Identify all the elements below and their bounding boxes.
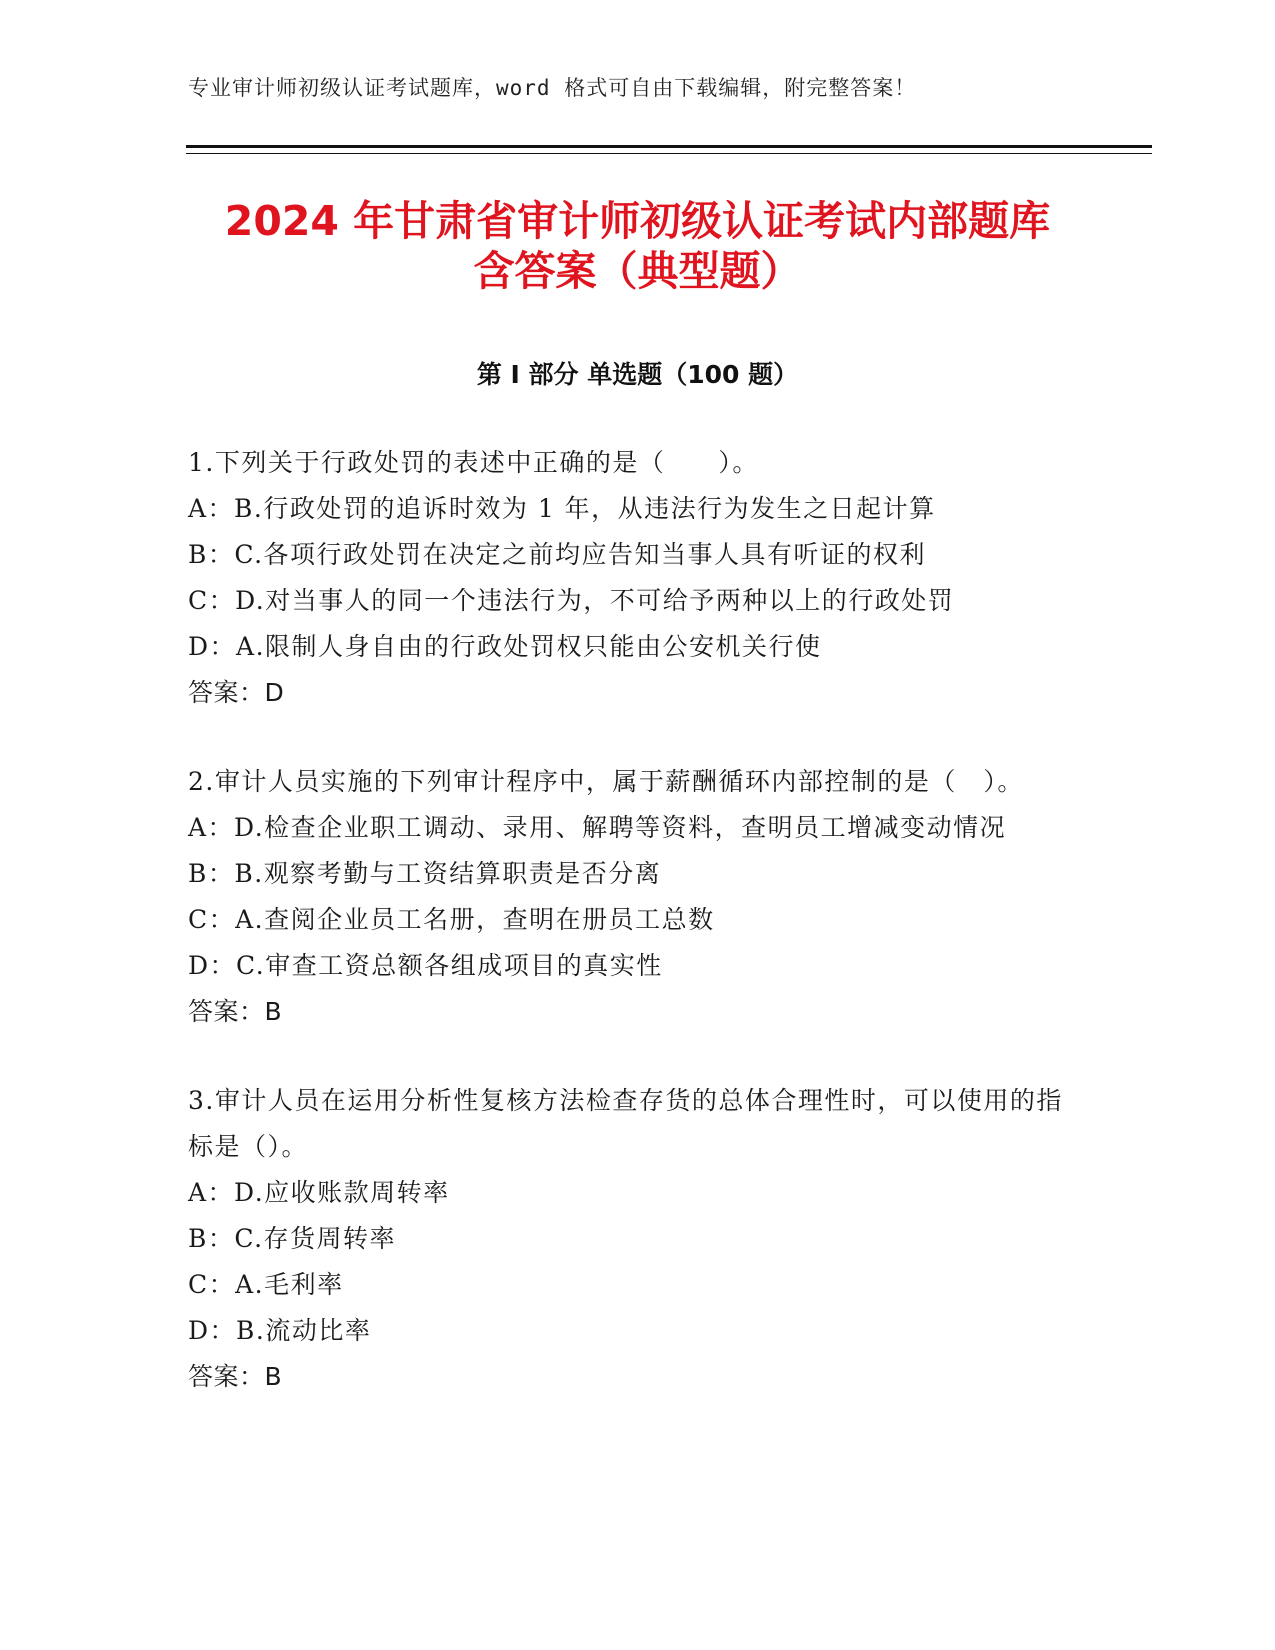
question-1 bbox=[188, 440, 1088, 716]
document-title bbox=[100, 196, 1175, 296]
question-stem: 2.审计人员实施的下列审计程序中，属于薪酬循环内部控制的是（ ）。 bbox=[188, 767, 1024, 796]
section-title: 第 I 部分 单选题（100 题） bbox=[476, 360, 799, 389]
question-option-c: C：A.毛利率 bbox=[188, 1270, 344, 1299]
document-title-line-1: 2024 年甘肃省审计师初级认证考试内部题库 bbox=[224, 197, 1051, 245]
question-option-a: A：B.行政处罚的追诉时效为 1 年，从违法行为发生之日起计算 bbox=[188, 494, 936, 523]
question-stem: 1.下列关于行政处罚的表述中正确的是（ ）。 bbox=[188, 448, 759, 477]
question-option-c: C：D.对当事人的同一个违法行为，不可给予两种以上的行政处罚 bbox=[188, 586, 955, 615]
page-header-note: 专业审计师初级认证考试题库，word 格式可自由下载编辑，附完整答案！ bbox=[188, 76, 917, 100]
question-list bbox=[188, 440, 1088, 1443]
question-option-b: B：C.存货周转率 bbox=[188, 1224, 397, 1253]
header-rule-thin bbox=[186, 153, 1152, 154]
question-3 bbox=[188, 1078, 1088, 1400]
question-option-d: D：A.限制人身自由的行政处罚权只能由公安机关行使 bbox=[188, 632, 822, 661]
question-option-d: D：C.审查工资总额各组成项目的真实性 bbox=[188, 951, 663, 980]
document-title-line-2: 含答案（典型题） bbox=[473, 247, 802, 295]
question-option-a: A：D.检查企业职工调动、录用、解聘等资料，查明员工增减变动情况 bbox=[188, 813, 1007, 842]
question-option-c: C：A.查阅企业员工名册，查明在册员工总数 bbox=[188, 905, 715, 934]
question-option-a: A：D.应收账款周转率 bbox=[188, 1178, 450, 1207]
header-rule-thick bbox=[186, 145, 1152, 148]
question-2 bbox=[188, 759, 1088, 1035]
question-stem: 3.审计人员在运用分析性复核方法检查存货的总体合理性时，可以使用的指标是（）。 bbox=[188, 1086, 1063, 1161]
question-answer: 答案：B bbox=[188, 1362, 283, 1391]
question-answer: 答案：D bbox=[188, 678, 285, 707]
question-option-d: D：B.流动比率 bbox=[188, 1316, 372, 1345]
question-option-b: B：B.观察考勤与工资结算职责是否分离 bbox=[188, 859, 662, 888]
question-option-b: B：C.各项行政处罚在决定之前均应告知当事人具有听证的权利 bbox=[188, 540, 927, 569]
question-answer: 答案：B bbox=[188, 997, 283, 1026]
